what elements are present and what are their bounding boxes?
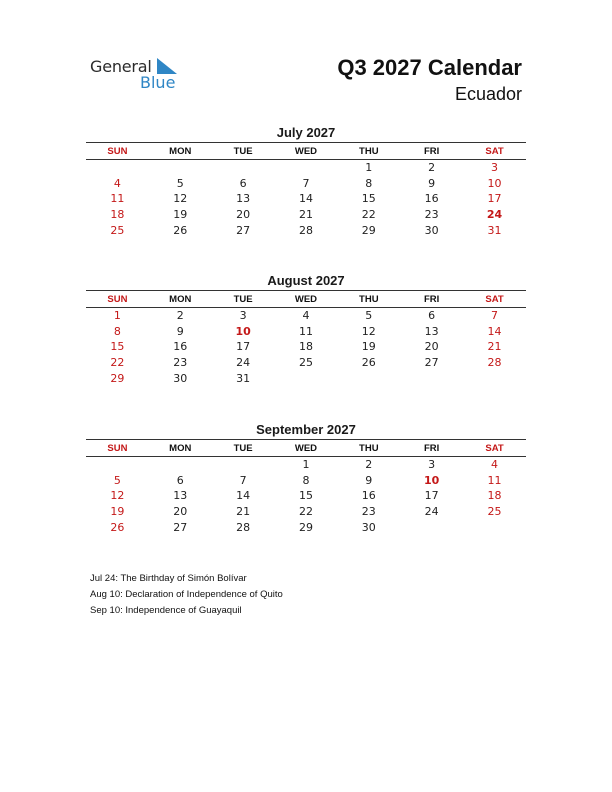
day-cell: 28: [236, 520, 251, 534]
day-cell: 6: [239, 176, 247, 190]
day-cell: 9: [365, 473, 373, 487]
logo-general-text: General: [90, 57, 152, 76]
day-cell: 20: [173, 505, 188, 519]
weekday-header: WED: [275, 440, 338, 457]
day-cell: 26: [173, 223, 188, 237]
week-row: [86, 519, 526, 535]
month-july: [86, 124, 526, 238]
day-cell: 22: [110, 356, 125, 370]
day-cell: 3: [491, 161, 499, 175]
week-row: [86, 370, 526, 386]
day-cell: 14: [298, 192, 313, 206]
logo-blue-text: Blue: [140, 73, 176, 92]
day-cell: 14: [236, 489, 251, 503]
weekday-header: FRI: [400, 440, 463, 457]
weekday-header: TUE: [212, 291, 275, 308]
empty-day-cell: [212, 457, 275, 473]
day-cell: 25: [487, 505, 502, 519]
weekday-header: SAT: [463, 440, 526, 457]
empty-day-cell: [149, 457, 212, 473]
day-cell: 2: [365, 458, 373, 472]
weekday-header: SUN: [86, 143, 149, 160]
day-cell: 23: [361, 505, 376, 519]
day-cell: 3: [428, 458, 436, 472]
weekday-header: MON: [149, 440, 212, 457]
day-cell: 16: [424, 192, 439, 206]
empty-day-cell: [400, 370, 463, 386]
week-row: [86, 160, 526, 176]
day-cell: 27: [173, 520, 188, 534]
empty-day-cell: [463, 519, 526, 535]
day-cell: 22: [298, 505, 313, 519]
day-cell: 22: [361, 208, 376, 222]
day-cell: 25: [110, 223, 125, 237]
day-cell: 29: [298, 520, 313, 534]
day-cell: 12: [361, 324, 376, 338]
week-row: [86, 488, 526, 504]
weekday-header: THU: [337, 291, 400, 308]
day-cell: 20: [424, 340, 439, 354]
week-row: [86, 473, 526, 489]
day-cell: 2: [428, 161, 436, 175]
day-cell: 30: [361, 520, 376, 534]
day-cell: 8: [302, 473, 310, 487]
day-cell: 24: [236, 356, 251, 370]
country-subtitle: Ecuador: [454, 84, 522, 104]
day-cell: 6: [176, 473, 184, 487]
weekday-header: THU: [337, 440, 400, 457]
day-cell: 12: [173, 192, 188, 206]
week-row: [86, 457, 526, 473]
day-cell: 17: [487, 192, 502, 206]
empty-day-cell: [86, 457, 149, 473]
month-august: [86, 272, 526, 386]
page-title: Q3 2027 Calendar: [337, 55, 522, 80]
weekday-header: SUN: [86, 440, 149, 457]
week-row: [86, 504, 526, 520]
empty-day-cell: [463, 370, 526, 386]
week-row: [86, 308, 526, 324]
weekday-header: MON: [149, 143, 212, 160]
day-cell: 15: [361, 192, 376, 206]
weekday-header: WED: [275, 291, 338, 308]
day-cell: 7: [302, 176, 310, 190]
holiday-notes: [90, 571, 283, 619]
day-cell: 20: [236, 208, 251, 222]
day-cell: 8: [113, 324, 121, 338]
day-cell: 19: [110, 505, 125, 519]
day-cell: 12: [110, 489, 125, 503]
day-cell: 31: [487, 223, 502, 237]
day-cell: 13: [173, 489, 188, 503]
day-cell: 26: [361, 356, 376, 370]
empty-day-cell: [275, 370, 338, 386]
day-cell: 4: [491, 458, 499, 472]
holiday-note: Sep 10: Independence of Guayaquil: [90, 605, 242, 616]
day-cell: 13: [236, 192, 251, 206]
weekday-header: SAT: [463, 143, 526, 160]
month-title: August 2027: [267, 273, 345, 288]
day-cell: 23: [173, 356, 188, 370]
day-cell: 25: [298, 356, 313, 370]
day-cell: 30: [424, 223, 439, 237]
day-cell: 11: [487, 473, 502, 487]
day-cell: 18: [487, 489, 502, 503]
day-cell: 4: [113, 176, 121, 190]
day-cell: 8: [365, 176, 373, 190]
weekday-header: SAT: [463, 291, 526, 308]
day-cell: 14: [487, 324, 502, 338]
day-cell: 21: [487, 340, 502, 354]
day-cell: 7: [491, 309, 499, 323]
week-row: [86, 324, 526, 340]
day-cell: 1: [113, 309, 121, 323]
logo-flag-icon: [157, 58, 177, 74]
day-cell: 11: [298, 324, 313, 338]
week-row: [86, 222, 526, 238]
day-cell: 28: [298, 223, 313, 237]
day-cell: 29: [110, 371, 125, 385]
empty-day-cell: [149, 160, 212, 176]
empty-day-cell: [337, 370, 400, 386]
day-cell: 4: [302, 309, 310, 323]
calendar-grid: [86, 440, 526, 535]
day-cell: 9: [428, 176, 436, 190]
calendar-grid: [86, 143, 526, 238]
week-row: [86, 355, 526, 371]
day-cell: 5: [176, 176, 184, 190]
weekday-header: FRI: [400, 291, 463, 308]
day-cell: 21: [298, 208, 313, 222]
day-cell: 1: [365, 161, 373, 175]
day-cell: 1: [302, 458, 310, 472]
day-cell: 16: [173, 340, 188, 354]
holiday-day-cell: 10: [423, 473, 440, 487]
month-title: July 2027: [276, 125, 336, 140]
week-row: [86, 176, 526, 192]
day-cell: 15: [110, 340, 125, 354]
day-cell: 31: [236, 371, 251, 385]
week-row: [86, 207, 526, 223]
day-cell: 28: [487, 356, 502, 370]
day-cell: 7: [239, 473, 247, 487]
weekday-header: TUE: [212, 440, 275, 457]
day-cell: 21: [236, 505, 251, 519]
day-cell: 18: [298, 340, 313, 354]
week-row: [86, 191, 526, 207]
day-cell: 5: [113, 473, 121, 487]
day-cell: 23: [424, 208, 439, 222]
day-cell: 9: [176, 324, 184, 338]
empty-day-cell: [275, 160, 338, 176]
day-cell: 30: [173, 371, 188, 385]
holiday-day-cell: 24: [486, 208, 503, 222]
day-cell: 27: [236, 223, 251, 237]
day-cell: 17: [236, 340, 251, 354]
day-cell: 11: [110, 192, 125, 206]
day-cell: 5: [365, 309, 373, 323]
empty-day-cell: [400, 519, 463, 535]
holiday-day-cell: 10: [235, 324, 251, 338]
weekday-header: TUE: [212, 143, 275, 160]
holiday-note: Aug 10: Declaration of Independence of Quito: [90, 589, 283, 600]
day-cell: 6: [428, 309, 436, 323]
day-cell: 19: [361, 340, 376, 354]
day-cell: 13: [424, 324, 439, 338]
generalblue-logo: [90, 57, 200, 93]
day-cell: 16: [361, 489, 376, 503]
day-cell: 3: [239, 309, 247, 323]
day-cell: 2: [176, 309, 184, 323]
week-row: [86, 339, 526, 355]
day-cell: 15: [298, 489, 313, 503]
weekday-header: FRI: [400, 143, 463, 160]
weekday-header: MON: [149, 291, 212, 308]
day-cell: 29: [361, 223, 376, 237]
weekday-header: SUN: [86, 291, 149, 308]
day-cell: 17: [424, 489, 439, 503]
day-cell: 18: [110, 208, 125, 222]
holiday-note: Jul 24: The Birthday of Simón Bolívar: [90, 573, 247, 584]
empty-day-cell: [86, 160, 149, 176]
weekday-header: WED: [275, 143, 338, 160]
day-cell: 24: [424, 505, 439, 519]
day-cell: 19: [173, 208, 188, 222]
weekday-header: THU: [337, 143, 400, 160]
month-september: [86, 421, 526, 535]
day-cell: 10: [487, 176, 502, 190]
day-cell: 27: [424, 356, 439, 370]
empty-day-cell: [212, 160, 275, 176]
day-cell: 26: [110, 520, 125, 534]
month-title: September 2027: [256, 422, 356, 437]
calendar-grid: [86, 291, 526, 386]
